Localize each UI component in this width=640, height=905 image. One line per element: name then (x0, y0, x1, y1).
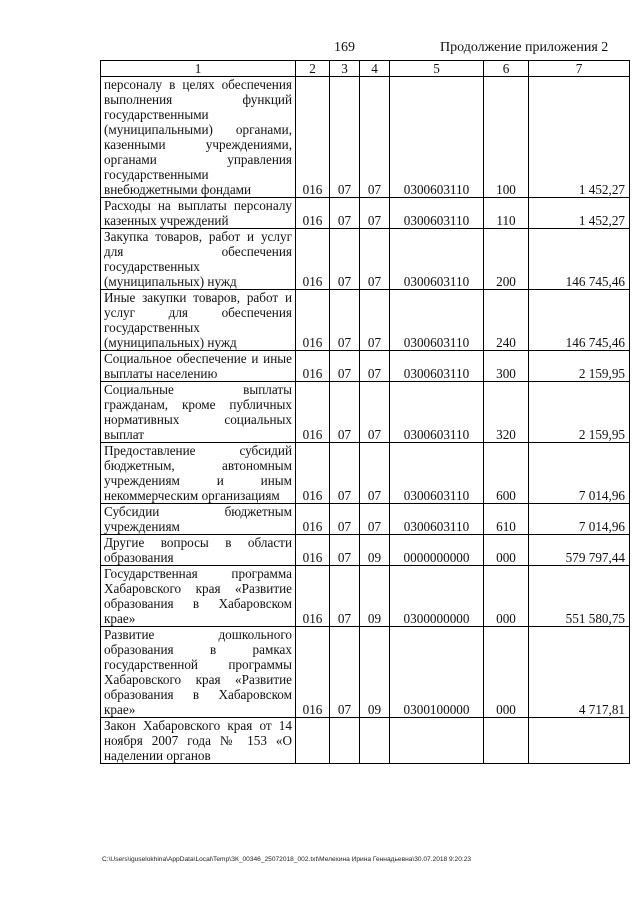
target-article-code: 0300603110 (390, 198, 484, 229)
amount: 579 797,44 (529, 535, 630, 566)
target-article-code: 0300100000 (390, 627, 484, 718)
row-name: Иные закупки товаров, работ и услуг для обеспечения государственных (муниципальных) нужд (101, 290, 296, 351)
subsection-code: 07 (360, 504, 390, 535)
column-header: 2 (296, 61, 330, 77)
row-name: Расходы на выплаты персоналу казенных учреждений (101, 198, 296, 229)
section-code: 07 (330, 77, 360, 198)
subsection-code: 07 (360, 382, 390, 443)
amount: 2 159,95 (529, 382, 630, 443)
subsection-code (360, 718, 390, 764)
amount: 551 580,75 (529, 566, 630, 627)
subsection-code: 07 (360, 229, 390, 290)
expense-type-code: 300 (484, 351, 529, 382)
header-row (101, 61, 630, 77)
target-article-code: 0300603110 (390, 229, 484, 290)
expense-type-code (484, 718, 529, 764)
ministry-code: 016 (296, 290, 330, 351)
table-row (101, 718, 630, 764)
target-article-code: 0300603110 (390, 504, 484, 535)
row-name: Закон Хабаровского края от 14 ноября 2007 года № 153 «О наделении органов (101, 718, 296, 764)
section-code: 07 (330, 198, 360, 229)
ministry-code (296, 718, 330, 764)
table-row (101, 351, 630, 382)
amount: 146 745,46 (529, 290, 630, 351)
ministry-code: 016 (296, 443, 330, 504)
section-code: 07 (330, 627, 360, 718)
table-row (101, 77, 630, 198)
section-code: 07 (330, 290, 360, 351)
subsection-code: 09 (360, 627, 390, 718)
target-article-code: 0300603110 (390, 382, 484, 443)
amount (529, 718, 630, 764)
target-article-code: 0000000000 (390, 535, 484, 566)
expense-type-code: 000 (484, 627, 529, 718)
ministry-code: 016 (296, 627, 330, 718)
amount: 2 159,95 (529, 351, 630, 382)
subsection-code: 07 (360, 290, 390, 351)
target-article-code: 0300603110 (390, 77, 484, 198)
expense-type-code: 110 (484, 198, 529, 229)
amount: 7 014,96 (529, 443, 630, 504)
expense-type-code: 100 (484, 77, 529, 198)
amount: 4 717,81 (529, 627, 630, 718)
section-code: 07 (330, 382, 360, 443)
table-row (101, 566, 630, 627)
section-code: 07 (330, 351, 360, 382)
column-header: 6 (484, 61, 529, 77)
section-code: 07 (330, 443, 360, 504)
table-row (101, 198, 630, 229)
ministry-code: 016 (296, 382, 330, 443)
file-path-footer: C:\Users\iguselokhina\AppData\Local\Temp\ЗК_00346_25072018_002.txt\Мелехина Ирина Геннадьевна\30.07.2018 9:20:23 (102, 856, 472, 863)
ministry-code: 016 (296, 351, 330, 382)
row-name: Социальное обеспечение и иные выплаты населению (101, 351, 296, 382)
target-article-code: 0300000000 (390, 566, 484, 627)
subsection-code: 09 (360, 535, 390, 566)
row-name: Социальные выплаты гражданам, кроме публичных нормативных социальных выплат (101, 382, 296, 443)
amount: 1 452,27 (529, 77, 630, 198)
row-name: Государственная программа Хабаровского края «Развитие образования в Хабаровском крае» (101, 566, 296, 627)
row-name: Предоставление субсидий бюджетным, автономным учреждениям и иным некоммерческим организациям (101, 443, 296, 504)
column-header: 4 (360, 61, 390, 77)
expense-type-code: 600 (484, 443, 529, 504)
expense-type-code: 320 (484, 382, 529, 443)
ministry-code: 016 (296, 535, 330, 566)
subsection-code: 09 (360, 566, 390, 627)
budget-table (100, 60, 630, 764)
subsection-code: 07 (360, 198, 390, 229)
ministry-code: 016 (296, 229, 330, 290)
row-name: Субсидии бюджетным учреждениям (101, 504, 296, 535)
ministry-code: 016 (296, 504, 330, 535)
table-row (101, 535, 630, 566)
table-row (101, 229, 630, 290)
column-header: 3 (330, 61, 360, 77)
subsection-code: 07 (360, 443, 390, 504)
column-header: 1 (101, 61, 296, 77)
row-name: персоналу в целях обеспечения выполнения функций государственными (муниципальными) органами, казенными учреждениями, органами управления государственными внебюджетными фондами (101, 77, 296, 198)
continuation-label: Продолжение приложения 2 (440, 40, 609, 55)
section-code: 07 (330, 229, 360, 290)
expense-type-code: 610 (484, 504, 529, 535)
amount: 146 745,46 (529, 229, 630, 290)
page-number: 169 (334, 40, 355, 55)
section-code: 07 (330, 535, 360, 566)
table-row (101, 443, 630, 504)
target-article-code (390, 718, 484, 764)
target-article-code: 0300603110 (390, 443, 484, 504)
ministry-code: 016 (296, 77, 330, 198)
expense-type-code: 000 (484, 566, 529, 627)
expense-type-code: 240 (484, 290, 529, 351)
table-row (101, 382, 630, 443)
column-header: 7 (529, 61, 630, 77)
target-article-code: 0300603110 (390, 351, 484, 382)
expense-type-code: 000 (484, 535, 529, 566)
section-code: 07 (330, 504, 360, 535)
ministry-code: 016 (296, 566, 330, 627)
amount: 1 452,27 (529, 198, 630, 229)
row-name: Развитие дошкольного образования в рамках государственной программы Хабаровского края «Развитие образования в Хабаровском крае» (101, 627, 296, 718)
ministry-code: 016 (296, 198, 330, 229)
table-row (101, 627, 630, 718)
column-header: 5 (390, 61, 484, 77)
row-name: Другие вопросы в области образования (101, 535, 296, 566)
subsection-code: 07 (360, 77, 390, 198)
table-row (101, 504, 630, 535)
table-row (101, 290, 630, 351)
section-code (330, 718, 360, 764)
expense-type-code: 200 (484, 229, 529, 290)
section-code: 07 (330, 566, 360, 627)
subsection-code: 07 (360, 351, 390, 382)
amount: 7 014,96 (529, 504, 630, 535)
row-name: Закупка товаров, работ и услуг для обеспечения государственных (муниципальных) нужд (101, 229, 296, 290)
target-article-code: 0300603110 (390, 290, 484, 351)
